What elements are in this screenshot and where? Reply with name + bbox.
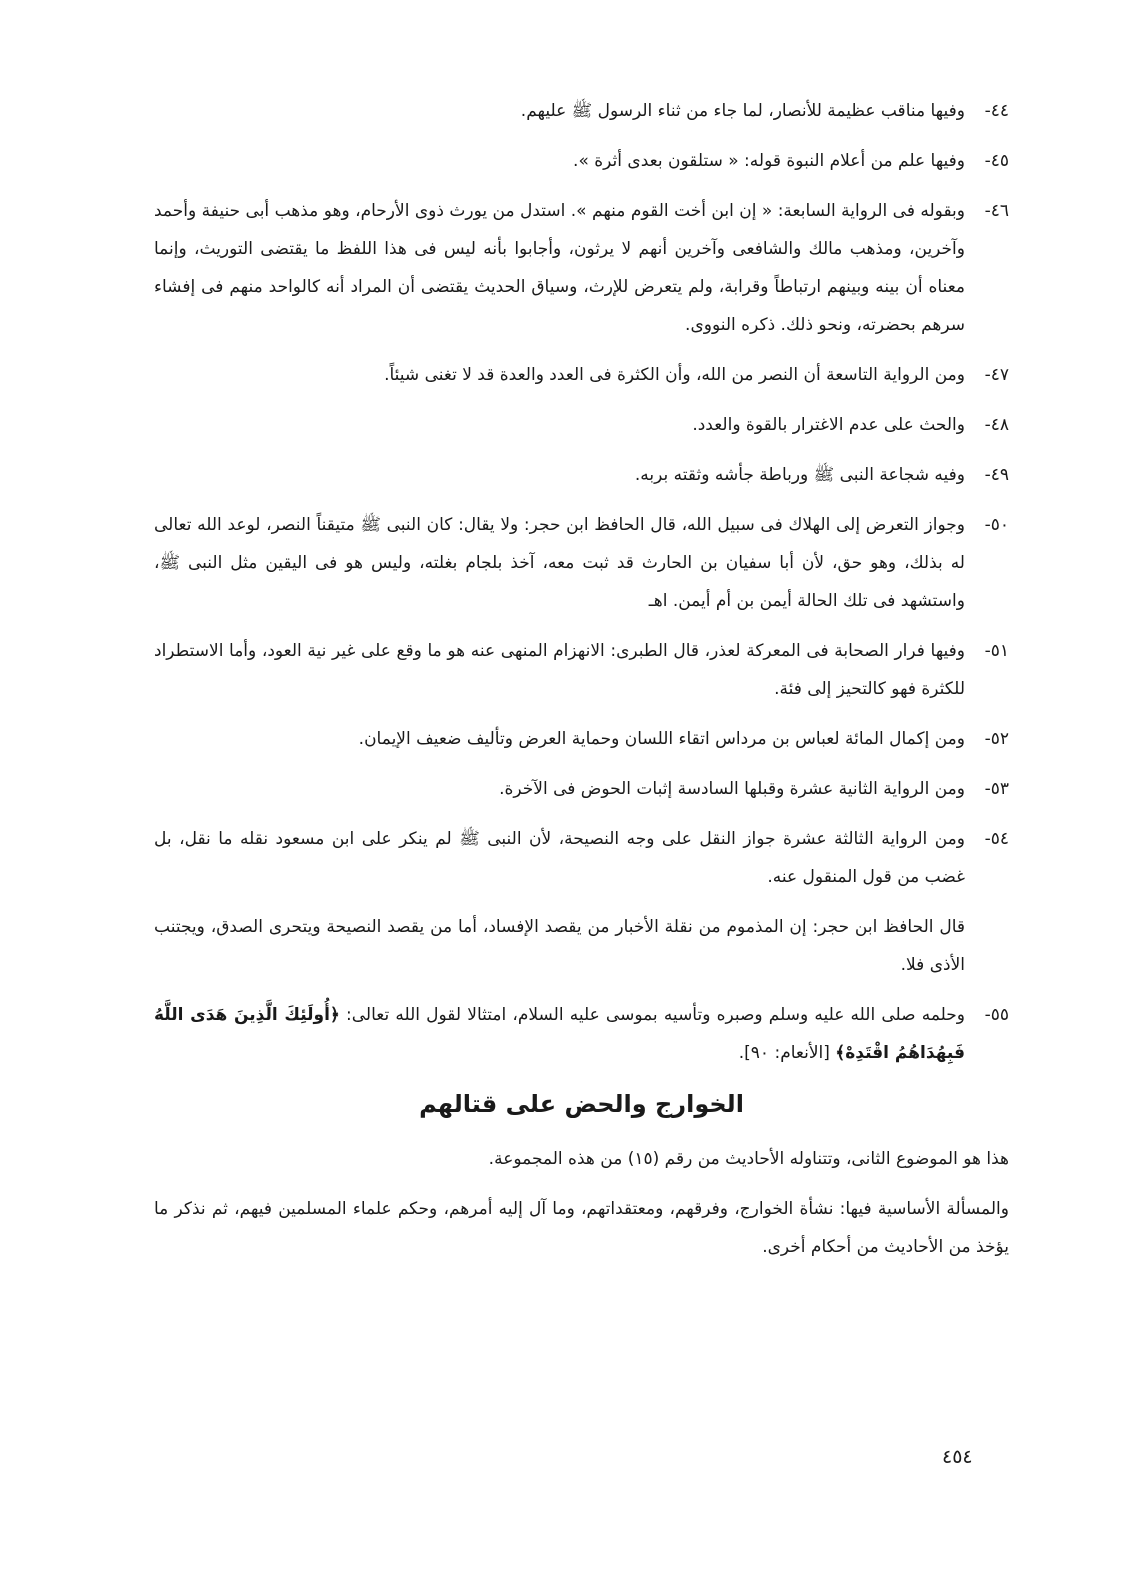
list-item-46 <box>154 192 1009 344</box>
list-item-44 <box>154 92 1009 130</box>
list-item-50 <box>154 506 1009 620</box>
list-item-54 <box>154 820 1009 896</box>
item-text: ومن الرواية التاسعة أن النصر من الله، وأن الكثرة فى العدد والعدة قد لا تغنى شيئاً. <box>384 365 965 385</box>
item-text: ومن الرواية الثانية عشرة وقبلها السادسة إثبات الحوض فى الآخرة. <box>499 779 965 799</box>
page-number: ٤٥٤ <box>942 1446 973 1468</box>
item-text: والحث على عدم الاغترار بالقوة والعدد. <box>692 415 965 435</box>
item-number: ٥٥- <box>984 1005 1009 1025</box>
quran-reference: [الأنعام: ٩٠]. <box>738 1043 830 1063</box>
item-number: ٥٢- <box>984 729 1009 749</box>
item-number: ٥١- <box>984 641 1009 661</box>
item-text: وفيها علم من أعلام النبوة قوله: « ستلقون بعدى أثرة ». <box>573 151 965 171</box>
list-item-55 <box>154 996 1009 1072</box>
list-item-52 <box>154 720 1009 758</box>
item-text: وفيه شجاعة النبى ﷺ ورباطة جأشه وثقته بربه. <box>634 465 965 485</box>
item-text: وبقوله فى الرواية السابعة: « إن ابن أخت القوم منهم ». استدل من يورث ذوى الأرحام، وهو مذهب أبى حنيفة وأحمد وآخرين، ومذهب مالك والشافعى وآخرين أنهم لا يرثون، وأجابوا بأنه ليس فى هذا اللفظ ما يقتضى التوريث، وإنما معناه أن بينه وبينهم ارتباطاً وقرابة، ولم يتعرض للإرث، وسياق الحديث يقتضى أن المراد أنه كالواحد منهم فى إفشاء سرهم بحضرته، ونحو ذلك. ذكره النووى. <box>154 201 965 335</box>
list-item-45 <box>154 142 1009 180</box>
intro-paragraph-2: والمسألة الأساسية فيها: نشأة الخوارج، وفرقهم، ومعتقداتهم، وما آل إليه أمرهم، وحكم علماء المسلمين فيهم، ثم نذكر ما يؤخذ من الأحاديث من أحكام أخرى. <box>154 1199 1009 1257</box>
list-item-51 <box>154 632 1009 708</box>
item-text: ومن الرواية الثالثة عشرة جواز النقل على وجه النصيحة، لأن النبى ﷺ لم ينكر على ابن مسعود نقله ما نقل، بل غضب من قول المنقول عنه. <box>154 829 965 887</box>
list-item-49 <box>154 456 1009 494</box>
item-text <box>154 996 965 1072</box>
page-content <box>154 92 1009 1278</box>
item-number: ٥٣- <box>984 779 1009 799</box>
intro-paragraph-1: هذا هو الموضوع الثانى، وتتناوله الأحاديث من رقم (١٥) من هذه المجموعة. <box>488 1149 1009 1169</box>
item-text: وجواز التعرض إلى الهلاك فى سبيل الله، قال الحافظ ابن حجر: ولا يقال: كان النبى ﷺ متيقناً النصر، لوعد الله تعالى له بذلك، وهو حق، لأن أبا سفيان بن الحارث قد ثبت معه، آخذ بلجام بغلته، وليس هو فى اليقين مثل النبى ﷺ، واستشهد فى تلك الحالة أيمن بن أم أيمن. اهـ <box>154 515 965 611</box>
list-item-47 <box>154 356 1009 394</box>
list-item-48 <box>154 406 1009 444</box>
quote-ibn-hajar: قال الحافظ ابن حجر: إن المذموم من نقلة الأخبار من يقصد الإفساد، أما من يقصد النصيحة ويتحرى الصدق، ويجتنب الأذى فلا. <box>154 917 965 975</box>
list-item-53 <box>154 770 1009 808</box>
item-text: ومن إكمال المائة لعباس بن مرداس اتقاء اللسان وحماية العرض وتأليف ضعيف الإيمان. <box>358 729 965 749</box>
item-number: ٤٤- <box>984 101 1009 121</box>
item-number: ٥٤- <box>984 829 1009 849</box>
item-text: وفيها فرار الصحابة فى المعركة لعذر، قال الطبرى: الانهزام المنهى عنه هو ما وقع على غير نية العود، وأما الاستطراد للكثرة فهو كالتحيز إلى فئة. <box>154 641 965 699</box>
section-heading: الخوارج والحض على قتالهم <box>419 1090 744 1118</box>
item-number: ٥٠- <box>984 515 1009 535</box>
item-number: ٤٨- <box>984 415 1009 435</box>
item-number: ٤٩- <box>984 465 1009 485</box>
item-number: ٤٥- <box>984 151 1009 171</box>
item-text-before: وحلمه صلى الله عليه وسلم وصبره وتأسيه بموسى عليه السلام، امتثالا لقول الله تعالى: <box>346 1005 965 1025</box>
item-number: ٤٦- <box>984 201 1009 221</box>
quran-verse: ﴿أُولَئِكَ الَّذِينَ هَدَى اللَّهُ فَبِهُدَاهُمُ اقْتَدِهْ﴾ <box>154 1005 965 1063</box>
item-text: وفيها مناقب عظيمة للأنصار، لما جاء من ثناء الرسول ﷺ عليهم. <box>520 101 965 121</box>
item-number: ٤٧- <box>984 365 1009 385</box>
